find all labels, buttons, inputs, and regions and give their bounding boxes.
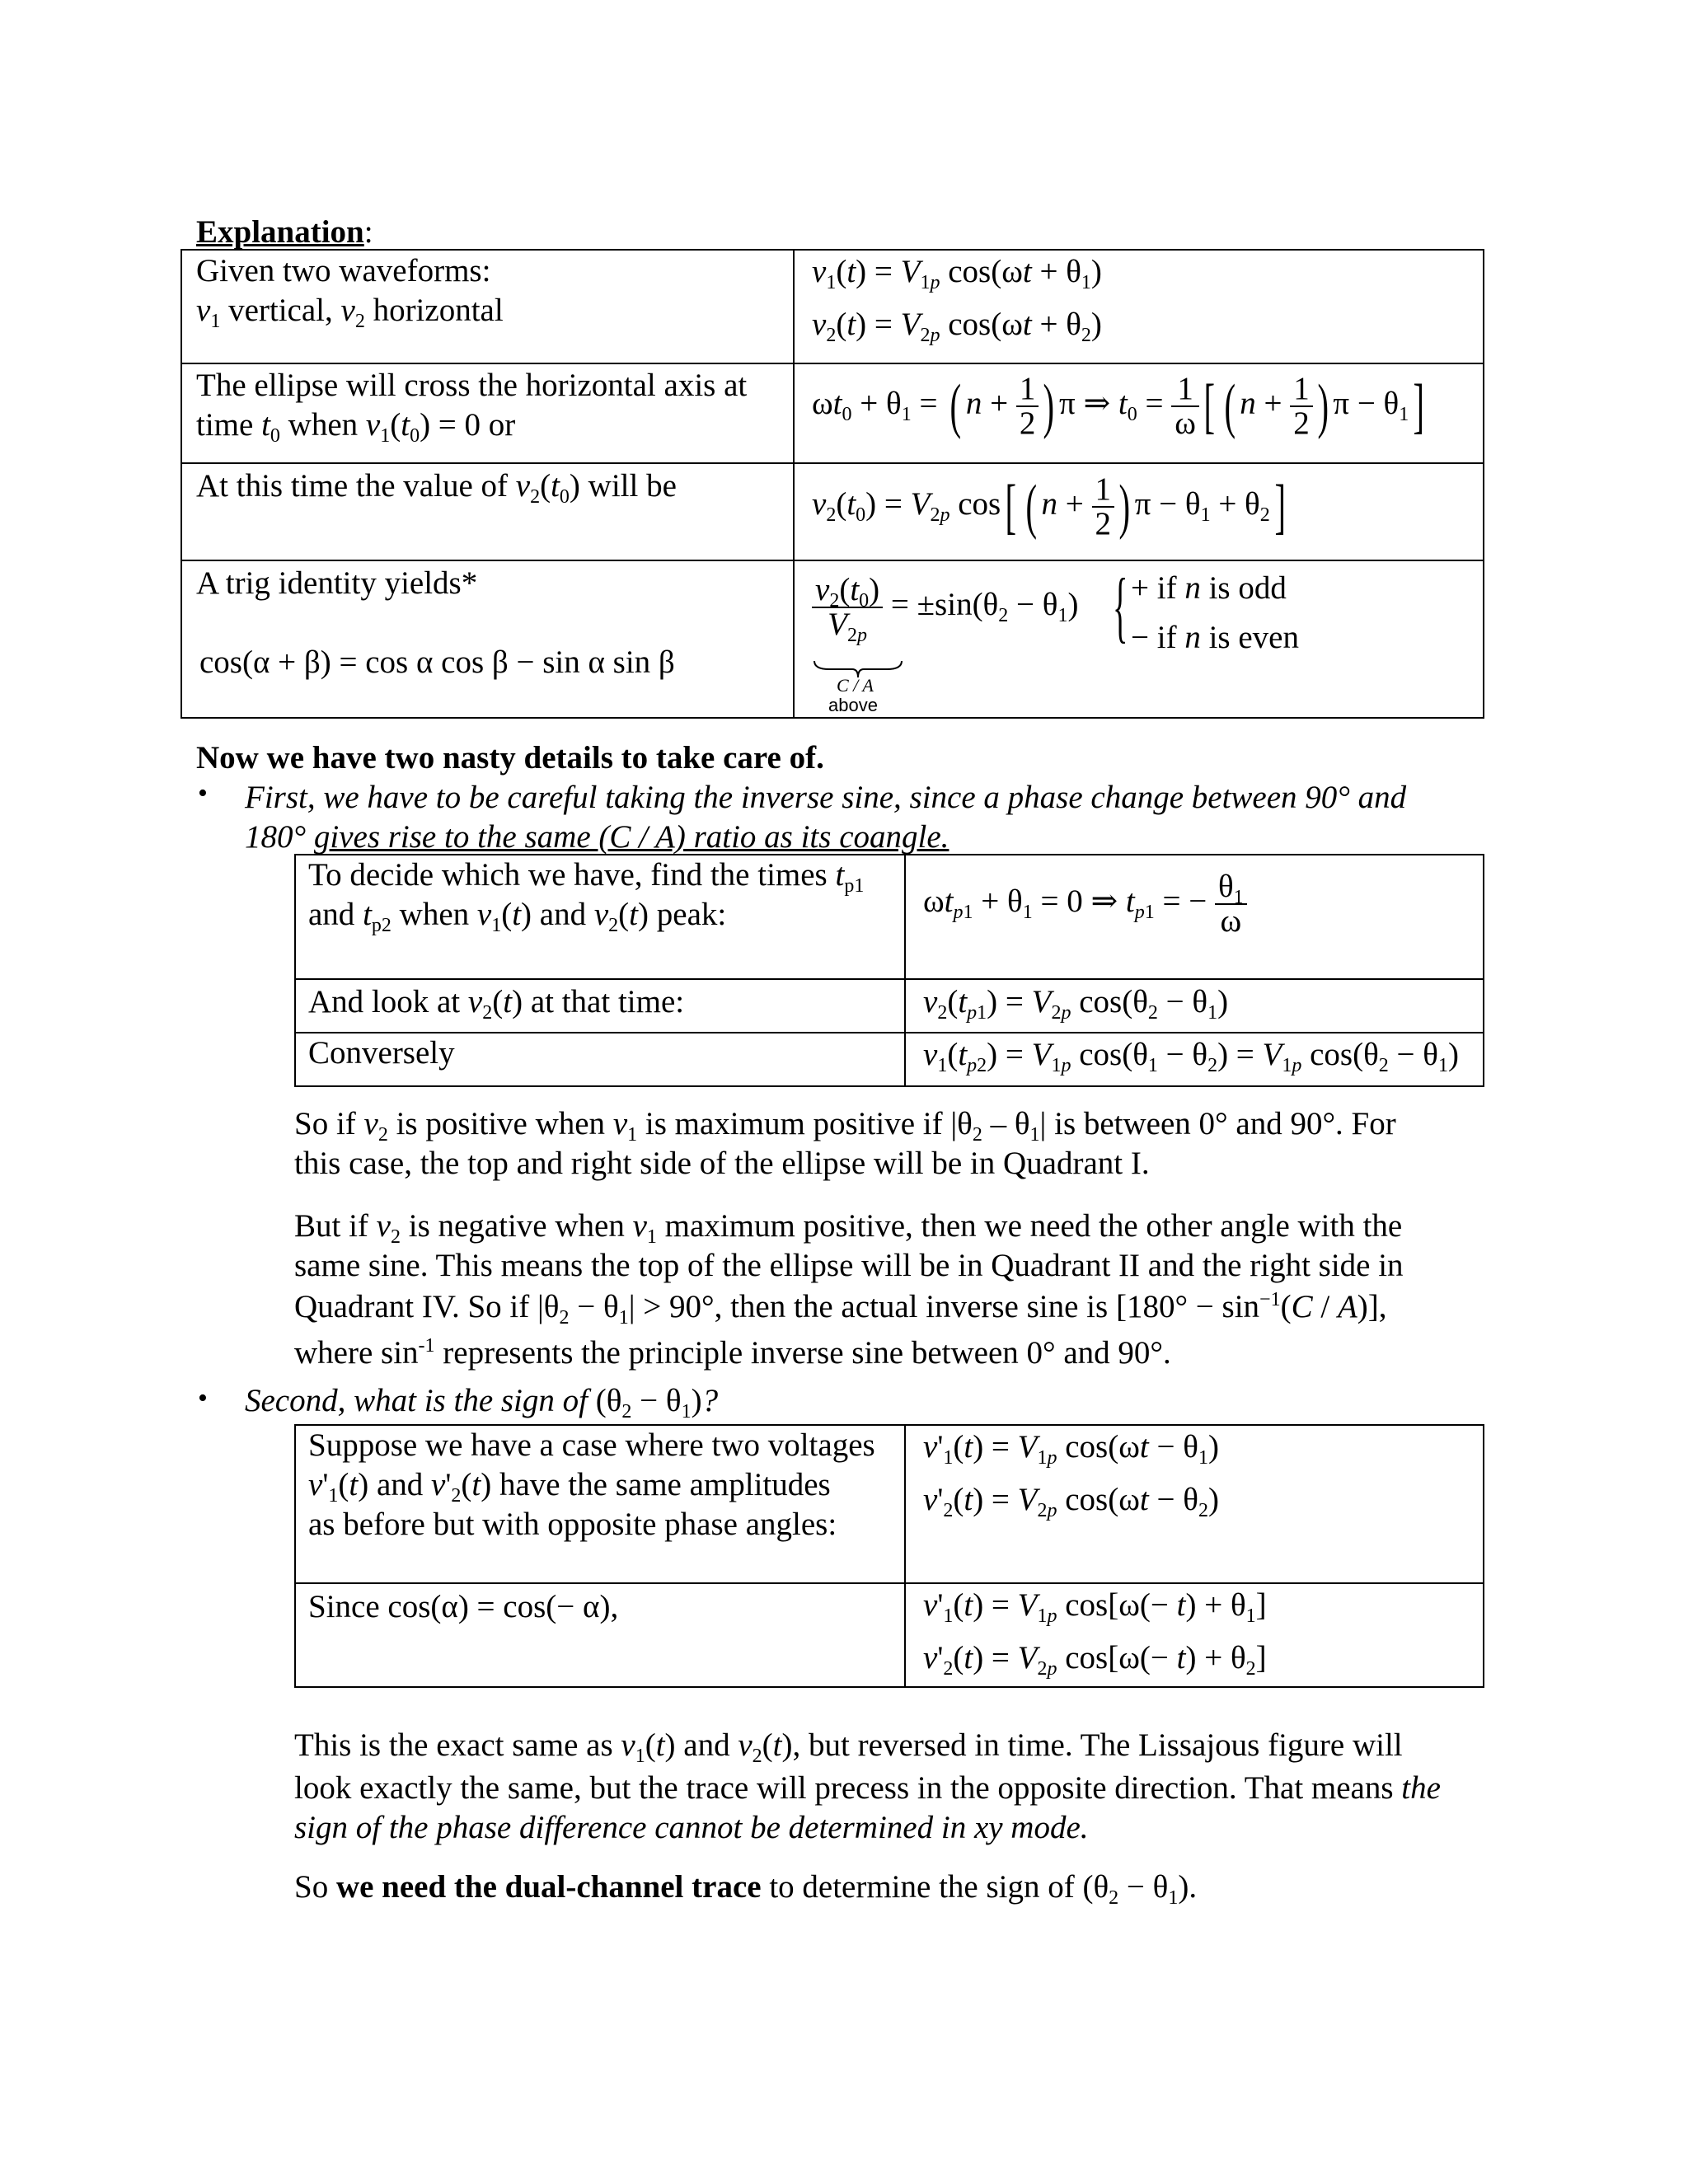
ca-annotation: C / A — [837, 675, 874, 696]
above-annotation: above — [828, 695, 878, 715]
bullet1-text: First, we have to be careful taking the inverse sine, since a phase change between 90° and 180° gives rise to the same (C / A) ratio as its coangle. — [245, 780, 1407, 855]
explanation-heading: Explanation: — [196, 214, 373, 250]
time-reversal-paragraph: This is the exact same as $v_1(t)$ and $v_2(t)$, but reversed in time. The Lissajous figure will look exactly the same, but the trace will precess in the opposite direction. That means the sign of the phase difference cannot be determined in xy mode. — [294, 1727, 1441, 1845]
table-row-divider — [181, 363, 1484, 364]
trig-identity-formula: cos(α + β) = cos α cos β − sin α sin β — [199, 644, 675, 680]
v2-at-peak-equation: $v_2(t_{p1}) = V_{2p}$ $\cos(\theta_2 - \theta_1)$ — [923, 984, 1229, 1024]
peak-time-equation: $\omega t_{p1} + \theta_1 = 0$ ⇒ $t_{p1}$ = − $\frac{\theta_1}{\omega}$ — [923, 870, 1247, 938]
bullet-dot: • — [198, 1383, 208, 1413]
details-heading: Now we have two nasty details to take care of. — [196, 740, 824, 776]
row2-left-text: The ellipse will cross the horizontal axis at time $t_0$ when $v_1(t_0) = 0$ or — [196, 368, 748, 447]
v1-prime-equation: $v'_1(t) = V_{1p}$ $\cos(\omega t - \theta_1)$ — [923, 1429, 1219, 1469]
table-divider — [904, 854, 906, 1087]
bullet2-text: Second, what is the sign of $(\theta_2 - \theta_1)$? — [245, 1383, 719, 1422]
look-at-v2-text: And look at $v_2(t)$ at that time: — [308, 984, 685, 1024]
since-cos-text: Since cos(α) = cos(− α), — [308, 1589, 619, 1624]
table-divider — [904, 1424, 906, 1688]
v2-prime-reversed-equation: $v'_2(t) = V_{2p}$ $\cos[\omega(- t) + \theta_2]$ — [923, 1640, 1267, 1680]
table-row-divider — [294, 1582, 1484, 1584]
odd-case-label: + if n is odd — [1131, 570, 1287, 606]
bullet-dot: • — [198, 778, 208, 808]
v2-prime-equation: $v'_2(t) = V_{2p}$ $\cos(\omega t - \theta_2)$ — [923, 1482, 1219, 1521]
conversely-label: Conversely — [308, 1035, 455, 1071]
table-row-divider — [294, 978, 1484, 980]
table-divider — [793, 249, 795, 719]
waveform-v2-equation: $v_2(t) = V_{2p}$ $\cos(\omega t + \theta_2)$ — [812, 307, 1102, 346]
table-row-divider — [294, 1032, 1484, 1033]
ratio-equation: $\frac{v_2(t_0)}{V_{2p}}$ = $\pm\sin(\theta_2 - \theta_1)$ — [812, 574, 1078, 641]
v1-prime-reversed-equation: $v'_1(t) = V_{1p}$ $\cos[\omega(- t) + \theta_1]$ — [923, 1587, 1267, 1627]
quadrant-one-paragraph: So if $v_2$ is positive when $v_1$ is maximum positive if $|\theta_2 - \theta_1|$ is between 0° and 90°. For this case, the top and right side of the ellipse will be in Quadrant I. — [294, 1106, 1396, 1181]
row1-left-text: Given two waveforms: $v_1$ vertical, $v_2$ horizontal — [196, 253, 504, 332]
quadrant-two-paragraph: But if $v_2$ is negative when $v_1$ maximum positive, then we need the other angle with the same sine. This means the top of the ellipse will be in Quadrant II and the right side in Quadrant IV. So if $|\theta_2 - \theta_1| > 90^\circ$, then the actual inverse sine is $[180^\circ - \sin^{-1}(C / A)]$, where $\sin^{-1}$ represents the principle inverse sine between 0° and 90°. — [294, 1208, 1404, 1371]
table-row-divider — [181, 462, 1484, 464]
trig-identity-label: A trig identity yields* — [196, 565, 478, 601]
table-row-divider — [181, 560, 1484, 561]
opposite-phase-text: Suppose we have a case where two voltages $v'_1(t)$ and $v'_2(t)$ have the same amplitudes as before but with opposite phase angles: — [308, 1427, 875, 1542]
v1-at-peak-equation: $v_1(t_{p2}) = V_{1p}$ $\cos(\theta_1 - \theta_2) = V_{1p}$ $\cos(\theta_2 - \theta_1)$ — [923, 1037, 1459, 1076]
even-case-label: − if n is even — [1131, 620, 1299, 655]
sign-brace: { — [1113, 562, 1128, 650]
v2-at-t0-equation: $v_2(t_0) = V_{2p}$ cos[ ( n + $\frac{1}{2}$ ) $\pi - \theta_1 + \theta_2$] — [812, 471, 1286, 541]
conclusion-paragraph: So we need the dual-channel trace to determine the sign of $(\theta_2 - \theta_1)$. — [294, 1869, 1198, 1909]
row3-left-text: At this time the value of $v_2(t_0)$ will be — [196, 468, 677, 508]
waveform-v1-equation: $v_1(t) = V_{1p}$ $\cos(\omega t + \theta_1)$ — [812, 254, 1102, 293]
crossing-time-equation: $\omega t_0 + \theta_1$ = ( n + $\frac{1}{2}$ ) π ⇒ $t_0$ = $\frac{1}{\omega}$ [ ( n + $\frac{1}{2}$ ) $\pi - \theta_1$] — [812, 371, 1425, 441]
peak-times-text: To decide which we have, find the times $t_{p1}$ and $t_{p2}$ when $v_1(t)$ and $v_2(t)$ peak: — [308, 857, 865, 936]
